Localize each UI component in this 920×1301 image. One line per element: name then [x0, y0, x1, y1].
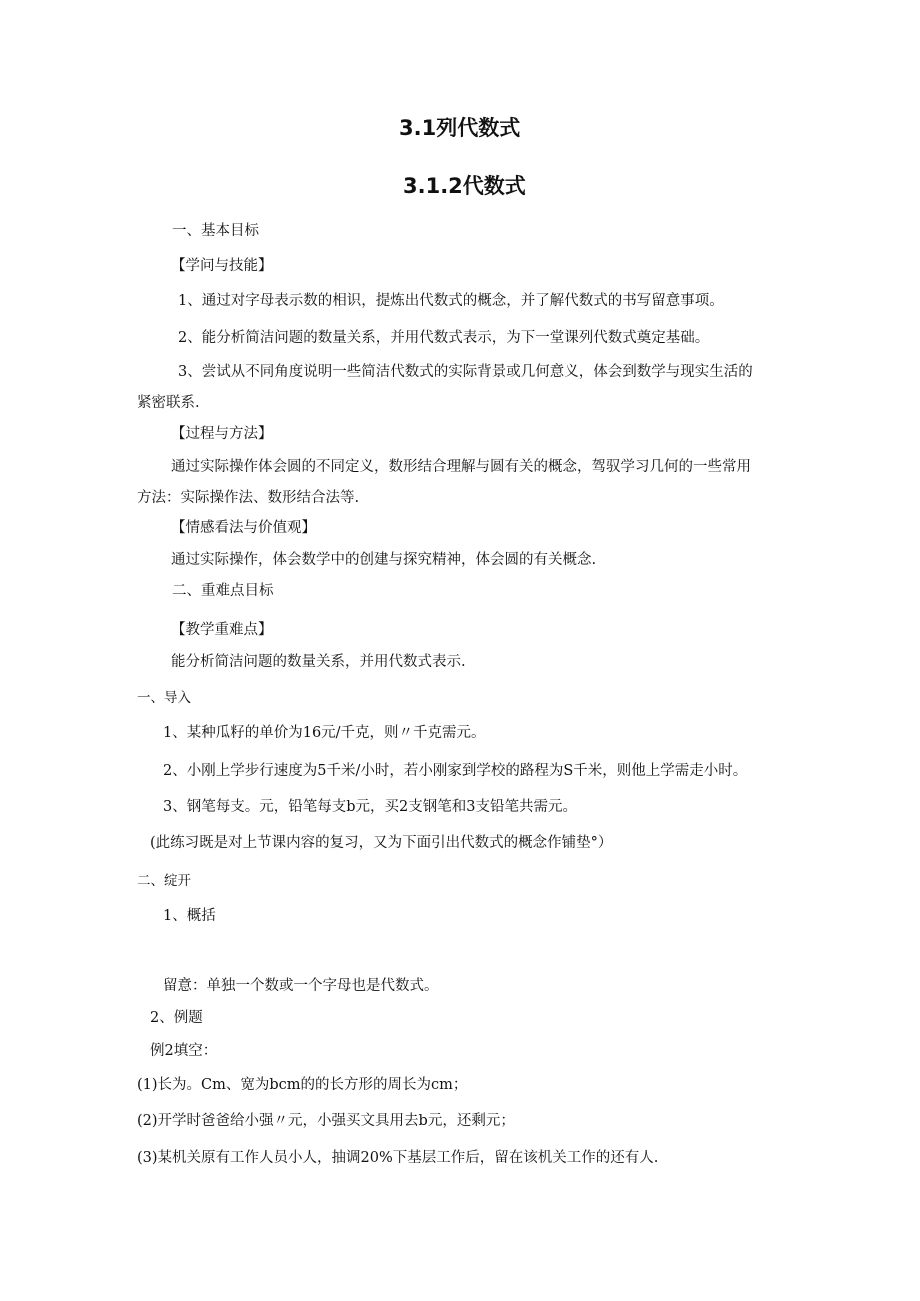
- label-teaching-key-points: 【教学重难点】: [171, 622, 273, 638]
- label-process-method: 【过程与方法】: [171, 426, 273, 442]
- examples-label: 2、例题: [150, 1010, 203, 1026]
- question-1: (1)长为。Cm、宽为bcm的的长方形的周长为cm；: [137, 1077, 468, 1093]
- page-subtitle: 3.1.2代数式: [403, 174, 526, 198]
- section-heading-basic-goals: 一、基本目标: [172, 223, 259, 239]
- attention-note: 留意：单独一个数或一个字母也是代数式。: [163, 978, 439, 994]
- question-2: (2)开学时爸爸给小强〃元，小强买文具用去b元，还剩元；: [137, 1113, 515, 1129]
- label-emotion-values: 【情感看法与价值观】: [171, 520, 316, 536]
- section-heading-key-points: 二、重难点目标: [172, 583, 274, 599]
- goal-item-1: 1、通过对字母表示数的相识，提炼出代数式的概念，并了解代数式的书写留意事项。: [178, 293, 724, 309]
- question-3: (3)某机关原有工作人员小人，抽调20%下基层工作后，留在该机关工作的还有人.: [137, 1150, 659, 1166]
- intro-item-2: 2、小刚上学步行速度为5千米/小时，若小刚家到学校的路程为S千米，则他上学需走小时。: [163, 763, 748, 779]
- process-text-2: 方法：实际操作法、数形结合法等.: [137, 490, 360, 506]
- goal-item-2: 2、能分析简洁问题的数量关系，并用代数式表示，为下一堂课列代数式奠定基础。: [178, 330, 710, 346]
- key-points-text: 能分析简洁问题的数量关系，并用代数式表示.: [171, 654, 466, 670]
- emotion-text: 通过实际操作，体会数学中的创建与探究精神，体会圆的有关概念.: [171, 552, 597, 568]
- example-title: 例2填空：: [150, 1043, 218, 1059]
- process-text-1: 通过实际操作体会圆的不同定义，数形结合理解与圆有关的概念，驾驭学习几何的一些常用: [171, 459, 751, 475]
- intro-item-1: 1、某种瓜籽的单价为16元/千克，则〃千克需元。: [163, 725, 486, 741]
- goal-item-3-cont: 紧密联系.: [137, 395, 200, 411]
- intro-item-3: 3、钢笔每支。元，铅笔每支b元，买2支钢笔和3支铅笔共需元。: [163, 799, 577, 815]
- section-heading-intro: 一、导入: [137, 690, 191, 706]
- label-knowledge-skills: 【学问与技能】: [171, 258, 273, 274]
- section-heading-expand: 二、绽开: [137, 873, 191, 889]
- summary-label: 1、概括: [163, 908, 216, 924]
- page-title: 3.1列代数式: [399, 116, 521, 140]
- goal-item-3: 3、尝试从不同角度说明一些简洁代数式的实际背景或几何意义，体会到数学与现实生活的: [178, 364, 753, 380]
- intro-note: (此练习既是对上节课内容的复习，又为下面引出代数式的概念作铺垫°）: [150, 835, 613, 851]
